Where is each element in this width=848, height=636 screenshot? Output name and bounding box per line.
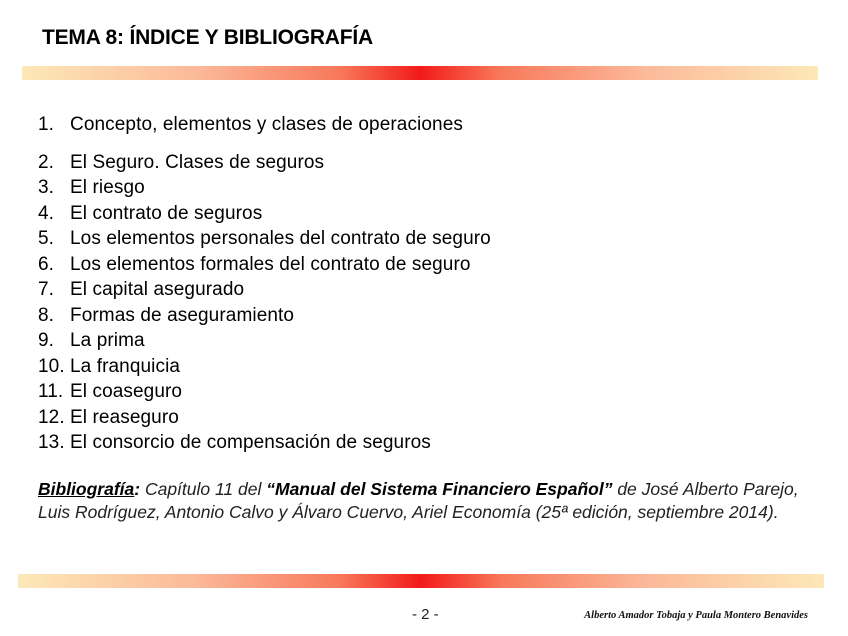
toc-item-number: 8. (38, 304, 55, 326)
toc-item-number: 6. (38, 253, 55, 275)
toc-item (38, 175, 798, 201)
toc-item (38, 150, 798, 176)
bibliography-paragraph (38, 478, 808, 523)
toc-item-number: 2. (38, 151, 55, 173)
toc-item-number: 3. (38, 177, 55, 198)
page-title: TEMA 8: ÍNDICE Y BIBLIOGRAFÍA (42, 26, 373, 49)
bibliography-text-post: de José Alberto Parejo, Luis Rodríguez, Antonio Calvo y Álvaro Cuervo, Ariel Economía (25ª edición, septiembre 2014). (38, 479, 799, 522)
bottom-divider-bar (18, 574, 824, 588)
bibliography-colon: : (134, 479, 141, 499)
toc-item (38, 354, 798, 380)
toc-item-text: El capital asegurado (70, 279, 245, 300)
toc-item (38, 201, 798, 227)
toc-item (38, 430, 798, 456)
toc-item-number: 5. (38, 228, 55, 249)
bibliography-book-title: “Manual del Sistema Financiero Español” (266, 479, 613, 499)
toc-item (38, 112, 798, 138)
toc-item-number: 12. (38, 406, 65, 428)
toc-item-number: 9. (38, 330, 55, 351)
toc-item-text: Concepto, elementos y clases de operaciones (70, 114, 463, 135)
toc-item-text: El coaseguro (70, 381, 183, 402)
toc-item-number: 11. (38, 381, 64, 402)
toc-item-text: El reaseguro (70, 406, 179, 428)
footer-authors: Alberto Amador Tobaja y Paula Montero Benavides (584, 610, 808, 621)
toc-item-text: El Seguro. Clases de seguros (70, 151, 325, 173)
page-number: - 2 - (412, 606, 439, 623)
bibliography-label: Bibliografía (38, 479, 135, 499)
toc-item-text: La franquicia (70, 355, 181, 377)
toc-item-number: 1. (38, 114, 55, 135)
toc-item-number: 13. (38, 432, 65, 453)
toc-item (38, 328, 798, 354)
toc-item (38, 405, 798, 431)
toc-item-text: Formas de aseguramiento (70, 304, 295, 326)
toc-item-text: El riesgo (70, 177, 145, 198)
toc-item-text: Los elementos personales del contrato de seguro (70, 228, 491, 249)
table-of-contents (38, 112, 798, 456)
toc-item (38, 252, 798, 278)
toc-item-text: Los elementos formales del contrato de seguro (70, 253, 471, 275)
toc-item-text: El consorcio de compensación de seguros (70, 432, 431, 453)
toc-item (38, 379, 798, 405)
toc-item-text: El contrato de seguros (70, 202, 263, 224)
toc-item-text: La prima (70, 330, 145, 351)
top-divider-bar (22, 66, 818, 80)
toc-item (38, 303, 798, 329)
toc-item-number: 7. (38, 279, 55, 300)
toc-item-number: 10. (38, 355, 65, 377)
toc-item-number: 4. (38, 202, 55, 224)
toc-item (38, 226, 798, 252)
bibliography-text-pre: Capítulo 11 del (140, 479, 267, 499)
toc-item (38, 277, 798, 303)
